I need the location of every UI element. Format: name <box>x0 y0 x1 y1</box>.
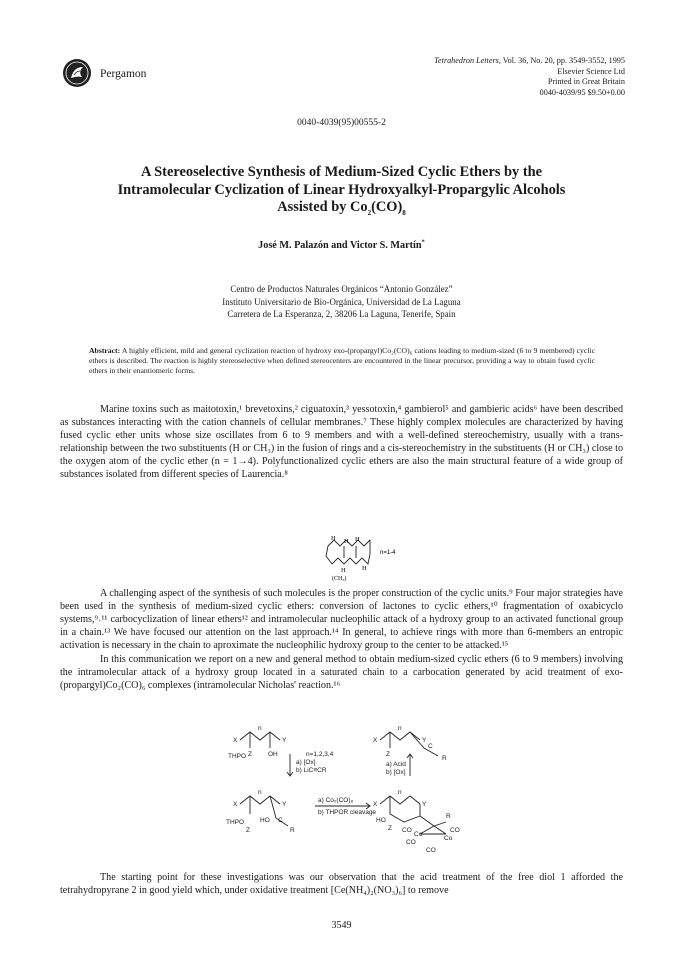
structure-label: H <box>362 565 367 572</box>
scheme-label: Z <box>386 751 390 758</box>
scheme-label: n <box>258 789 262 796</box>
structure-label: H <box>355 536 360 543</box>
scheme-label: Y <box>422 737 427 744</box>
scheme-label: Y <box>282 737 287 744</box>
paper-title <box>60 164 623 217</box>
citation-line <box>365 56 625 67</box>
structure-label: H <box>331 535 336 542</box>
publisher-name: Pergamon <box>100 68 147 80</box>
scheme-label: X <box>233 737 238 744</box>
scheme-label: n <box>398 725 402 732</box>
scheme-label: X <box>373 801 378 808</box>
fused-ether-structure-figure <box>300 532 440 588</box>
scheme-label: R <box>442 755 447 762</box>
scheme-label: n <box>398 789 402 796</box>
journal-name: Tetrahedron Letters <box>434 56 499 65</box>
authors: José M. Palazón and Victor S. Martín* <box>258 238 425 251</box>
citation-line: Elsevier Science Ltd <box>557 66 625 76</box>
scheme-label: b) LiC≡CR <box>296 767 327 774</box>
scheme-label: THPO <box>228 753 247 760</box>
structure-label: H <box>344 538 349 545</box>
title-line: A Stereoselective Synthesis of Medium-Sized Cyclic Ethers by the <box>140 164 543 180</box>
scheme-label: n <box>258 725 262 732</box>
pergamon-logo-icon <box>62 58 92 88</box>
citation-volume: , Vol. 36, No. 20, pp. 3549-3552, 1995 <box>498 56 625 65</box>
scheme-label: CO <box>426 847 436 854</box>
scheme-label: THPO <box>226 819 245 826</box>
scheme-label: Co <box>414 831 423 838</box>
scheme-label: OH <box>268 751 278 758</box>
citation-block <box>365 56 625 98</box>
scheme-label: HO <box>260 817 270 824</box>
scheme-label: b) [Ox] <box>386 769 406 776</box>
body-paragraph-1: Marine toxins such as maitotoxin,¹ brevetoxins,² ciguatoxin,³ yessotoxin,⁴ gambierol⁵ and gambieric acids⁶ have been described as substances interacting with the cation channels of cellular membranes.⁷ These highly complex molecules are characterized by having fused cyclic ether units whose size oscillates from 6 to 9 members and with a well-defined stereochemistry, usually with a trans-relationship between the two substituents (H or CH₃) in the fusion of rings and a cis-stereochemistry in the substituents (H or CH₃) close to the oxygen atom of the cyclic ether (n = 1→4). Polyfunctionalized cyclic ethers are also the main structural feature of a wide group of substances isolated from different species of Laurencia.⁸ <box>60 404 623 480</box>
doi: 0040-4039(95)00555-2 <box>297 118 386 128</box>
title-line: Intramolecular Cyclization of Linear Hydroxyalkyl-Propargylic Alcohols <box>117 181 566 198</box>
scheme-label: Y <box>422 801 427 808</box>
abstract-label: Abstract: <box>89 346 121 355</box>
page-number: 3549 <box>331 920 352 931</box>
scheme-label: CO <box>402 827 412 834</box>
scheme-label: HO <box>376 817 386 824</box>
scheme-label: Y <box>282 801 287 808</box>
abstract <box>89 346 595 376</box>
scheme-label: C <box>428 743 433 750</box>
scheme-label: a) [Ox] <box>296 759 316 766</box>
scheme-label: R <box>290 827 295 834</box>
scheme-label: CO <box>450 827 460 834</box>
affiliation <box>0 283 683 321</box>
scheme-label: R <box>446 813 451 820</box>
affiliation-line: Instituto Universitario de Bio-Orgánica, Universidad de La Laguna <box>222 296 461 307</box>
scheme-label: C <box>278 817 283 824</box>
structure-label: n=1-4 <box>380 550 396 556</box>
scheme-label: b) THPOR cleavage <box>318 809 377 816</box>
affiliation-line: Carretera de La Esperanza, 2, 38206 La Laguna, Tenerife, Spain <box>227 309 456 320</box>
reaction-scheme-figure <box>220 718 480 866</box>
body-paragraph-3: In this communication we report on a new and general method to obtain medium-sized cyclic ethers (6 to 9 members) involving the intramolecular attack of a hydroxy group located in a saturated chain to a carbocation generated by acid treatment of exo-(propargyl)Co₂(CO)₆ complexes (intramolecular Nicholas' reaction.¹⁶ <box>60 654 623 691</box>
scheme-label: Co <box>444 835 453 842</box>
scheme-label: Z <box>388 825 392 832</box>
body-paragraph-2: A challenging aspect of the synthesis of such molecules is the proper construction of the cyclic units.⁹ Four major strategies have been used in the synthesis of medium-sized cyclic ethers: conversion of lactones to cyclic ethers,¹⁰ fragmentation of oxabicyclo systems,⁹˒¹¹ carbocyclization of linear ethers¹² and intramolecular nucleophilic attack of a hydroxy group to an activated functional group in a chain.¹³ We have focused our attention on the last approach.¹⁴ In general, to achieve rings with more than 6-members an entropic activation is necessary in the chain to aproximate the nucleophilic hydroxy group to the center to be attacked.¹⁵ <box>60 588 623 651</box>
body-paragraph-4: The starting point for these investigations was our observation that the acid treatment of the free diol 1 afforded the tetrahydropyrane 2 in good yield which, under oxidative treatment [Ce(NH₄)₂(NO₃)₆] to remove <box>60 872 623 896</box>
title-line: Assisted by $Co_2(CO)_8$ <box>277 199 406 217</box>
affiliation-line: Centro de Productos Naturales Orgánicos “Antonio González” <box>230 284 453 294</box>
scheme-label: n=1,2,3,4 <box>306 751 334 758</box>
scheme-label: X <box>233 801 238 808</box>
structure-label: (CH₃) <box>332 576 347 582</box>
scheme-label: CO <box>406 839 416 846</box>
abstract-text: A highly efficient, mild and general cyclization reaction of hydroxy exo-(propargyl)Co₂(CO)₆ cations leading to medium-sized (6 to 9 membered) cyclic ethers is described. The reaction is highly stereoselective when defined stereocenters are encountered in the linear precursor, providing a way to obtain fused cyclic ethers in their enantiomeric forms. <box>89 346 595 376</box>
scheme-label: X <box>373 737 378 744</box>
scheme-label: a) Acid <box>386 761 406 768</box>
scheme-label: Z <box>246 827 250 834</box>
citation-line: 0040-4039/95 $9.50+0.00 <box>539 87 625 97</box>
scheme-label: Z <box>248 751 252 758</box>
structure-label: H <box>341 567 346 574</box>
scheme-label: a) Co₂(CO)₈ <box>318 797 354 804</box>
citation-line: Printed in Great Britain <box>547 77 625 87</box>
